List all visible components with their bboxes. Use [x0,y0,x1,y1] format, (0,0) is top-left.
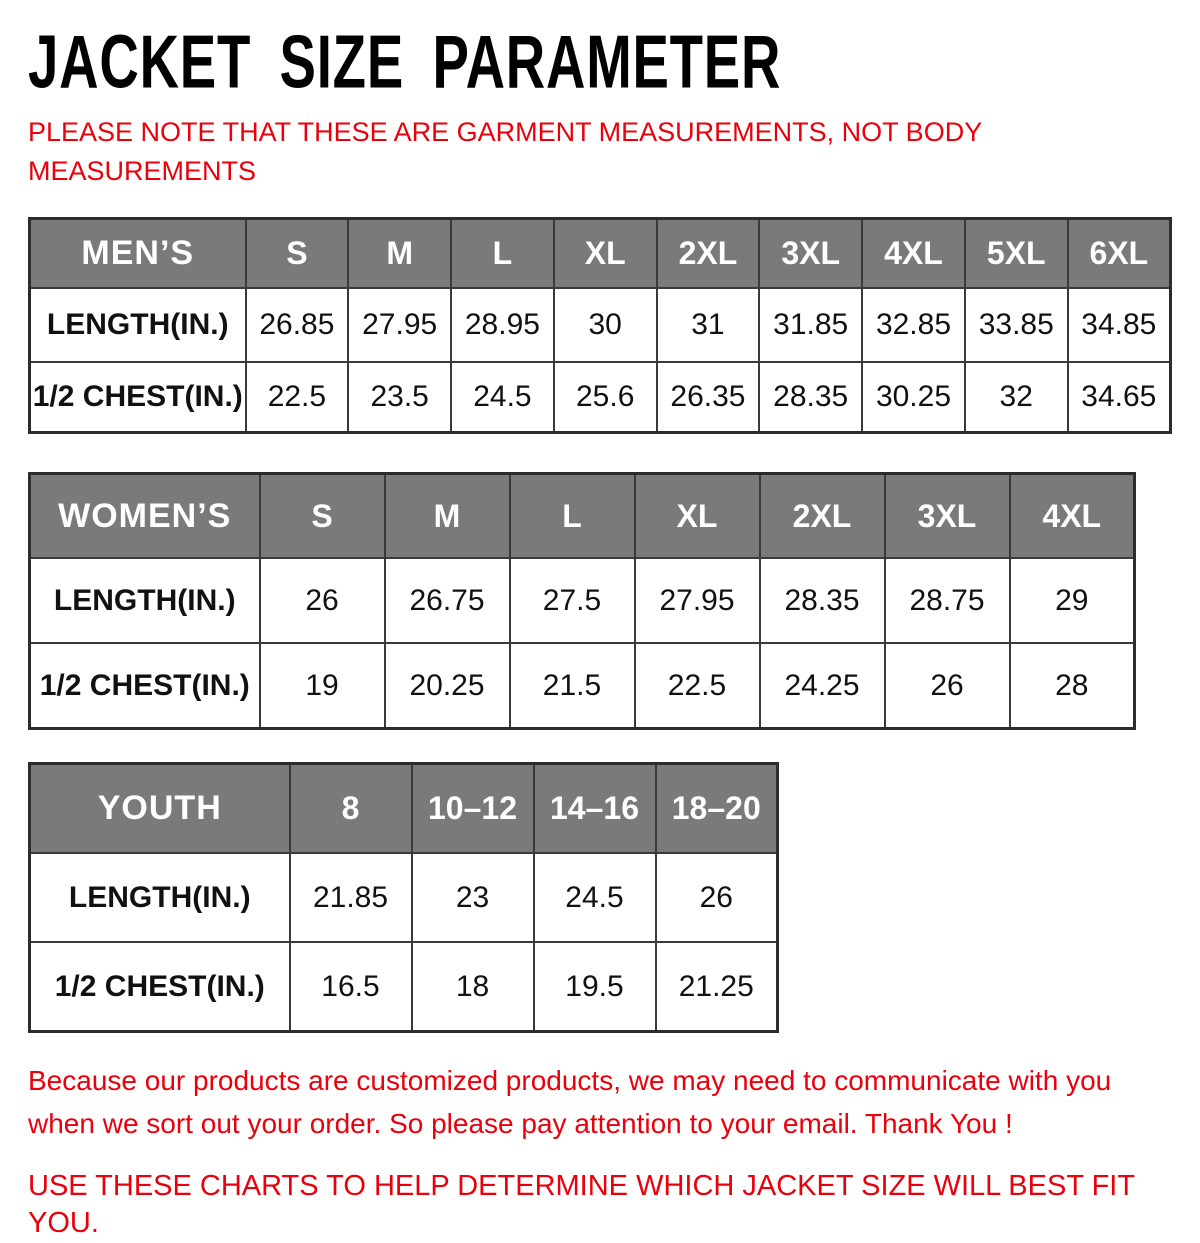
measurement-value-cell: 24.25 [760,643,885,728]
measurement-row [30,853,778,942]
measurement-value-cell: 32.85 [862,288,965,362]
size-table-men [28,217,1172,434]
size-header-cell: M [348,218,451,288]
table-title-cell: MEN’S [30,218,246,288]
row-label-cell: LENGTH(IN.) [30,558,260,643]
measurement-value-cell: 19 [260,643,385,728]
size-header-cell: 14–16 [534,763,656,853]
measurement-value-cell: 25.6 [554,362,657,432]
size-header-cell: XL [635,473,760,558]
measurement-value-cell: 21.85 [290,853,412,942]
measurement-value-cell: 23.5 [348,362,451,432]
row-label-cell: LENGTH(IN.) [30,853,290,942]
measurement-value-cell: 16.5 [290,942,412,1031]
row-label-cell: 1/2 CHEST(IN.) [30,942,290,1031]
measurement-row [30,288,1171,362]
size-table-women [28,472,1136,730]
measurement-value-cell: 28 [1010,643,1135,728]
table-header-row [30,473,1135,558]
footer-paragraph-line-2: when we sort out your order. So please pay attention to your email. Thank You ! [28,1108,1013,1140]
size-header-cell: 6XL [1068,218,1171,288]
size-header-cell: 5XL [965,218,1068,288]
measurement-value-cell: 28.35 [760,558,885,643]
footer-advice: USE THESE CHARTS TO HELP DETERMINE WHICH JACKET SIZE WILL BEST FIT YOU. [28,1169,1135,1240]
measurement-value-cell: 19.5 [534,942,656,1031]
measurement-value-cell: 26 [885,643,1010,728]
measurement-value-cell: 21.25 [656,942,778,1031]
size-header-cell: M [385,473,510,558]
measurement-value-cell: 34.65 [1068,362,1171,432]
measurement-value-cell: 27.95 [635,558,760,643]
table-header-row [30,218,1171,288]
measurement-value-cell: 26 [656,853,778,942]
measurement-value-cell: 22.5 [635,643,760,728]
size-header-cell: 8 [290,763,412,853]
note-line-2: MEASUREMENTS [28,155,257,186]
measurement-value-cell: 30.25 [862,362,965,432]
measurement-row [30,558,1135,643]
measurement-value-cell: 26 [260,558,385,643]
size-header-cell: 4XL [1010,473,1135,558]
row-label-cell: 1/2 CHEST(IN.) [30,362,246,432]
row-label-cell: 1/2 CHEST(IN.) [30,643,260,728]
size-header-cell: 2XL [760,473,885,558]
size-header-cell: XL [554,218,657,288]
size-header-cell: 18–20 [656,763,778,853]
table-title-cell: YOUTH [30,763,290,853]
measurement-value-cell: 22.5 [246,362,349,432]
page-title: JACKET SIZE PARAMETER [28,19,782,104]
size-header-cell: 2XL [657,218,760,288]
measurement-row [30,942,778,1031]
size-tables [28,217,1200,1033]
size-header-cell: 3XL [885,473,1010,558]
measurement-value-cell: 21.5 [510,643,635,728]
table-header-row [30,763,778,853]
footer-paragraph-line-1: Because our products are customized products, we may need to communicate with you [28,1064,1112,1096]
measurement-value-cell: 28.35 [759,362,862,432]
measurement-value-cell: 31.85 [759,288,862,362]
measurement-value-cell: 27.5 [510,558,635,643]
footer-paragraph [28,1059,1200,1146]
measurement-value-cell: 24.5 [534,853,656,942]
size-header-cell: 4XL [862,218,965,288]
measurement-value-cell: 26.35 [657,362,760,432]
measurement-value-cell: 30 [554,288,657,362]
measurement-value-cell: 31 [657,288,760,362]
measurement-value-cell: 33.85 [965,288,1068,362]
measurement-value-cell: 26.85 [246,288,349,362]
measurement-value-cell: 32 [965,362,1068,432]
measurement-row [30,362,1171,432]
measurement-value-cell: 24.5 [451,362,554,432]
garment-measurement-note [28,113,1200,191]
measurement-value-cell: 18 [412,942,534,1031]
row-label-cell: LENGTH(IN.) [30,288,246,362]
measurement-row [30,643,1135,728]
measurement-value-cell: 34.85 [1068,288,1171,362]
measurement-value-cell: 20.25 [385,643,510,728]
size-header-cell: S [246,218,349,288]
size-header-cell: L [451,218,554,288]
measurement-value-cell: 28.75 [885,558,1010,643]
measurement-value-cell: 26.75 [385,558,510,643]
size-table-youth [28,762,779,1033]
note-line-1: PLEASE NOTE THAT THESE ARE GARMENT MEASUREMENTS, NOT BODY [28,116,983,147]
size-header-cell: S [260,473,385,558]
measurement-value-cell: 29 [1010,558,1135,643]
measurement-value-cell: 28.95 [451,288,554,362]
size-header-cell: 10–12 [412,763,534,853]
measurement-value-cell: 27.95 [348,288,451,362]
measurement-value-cell: 23 [412,853,534,942]
size-header-cell: 3XL [759,218,862,288]
size-header-cell: L [510,473,635,558]
table-title-cell: WOMEN’S [30,473,260,558]
